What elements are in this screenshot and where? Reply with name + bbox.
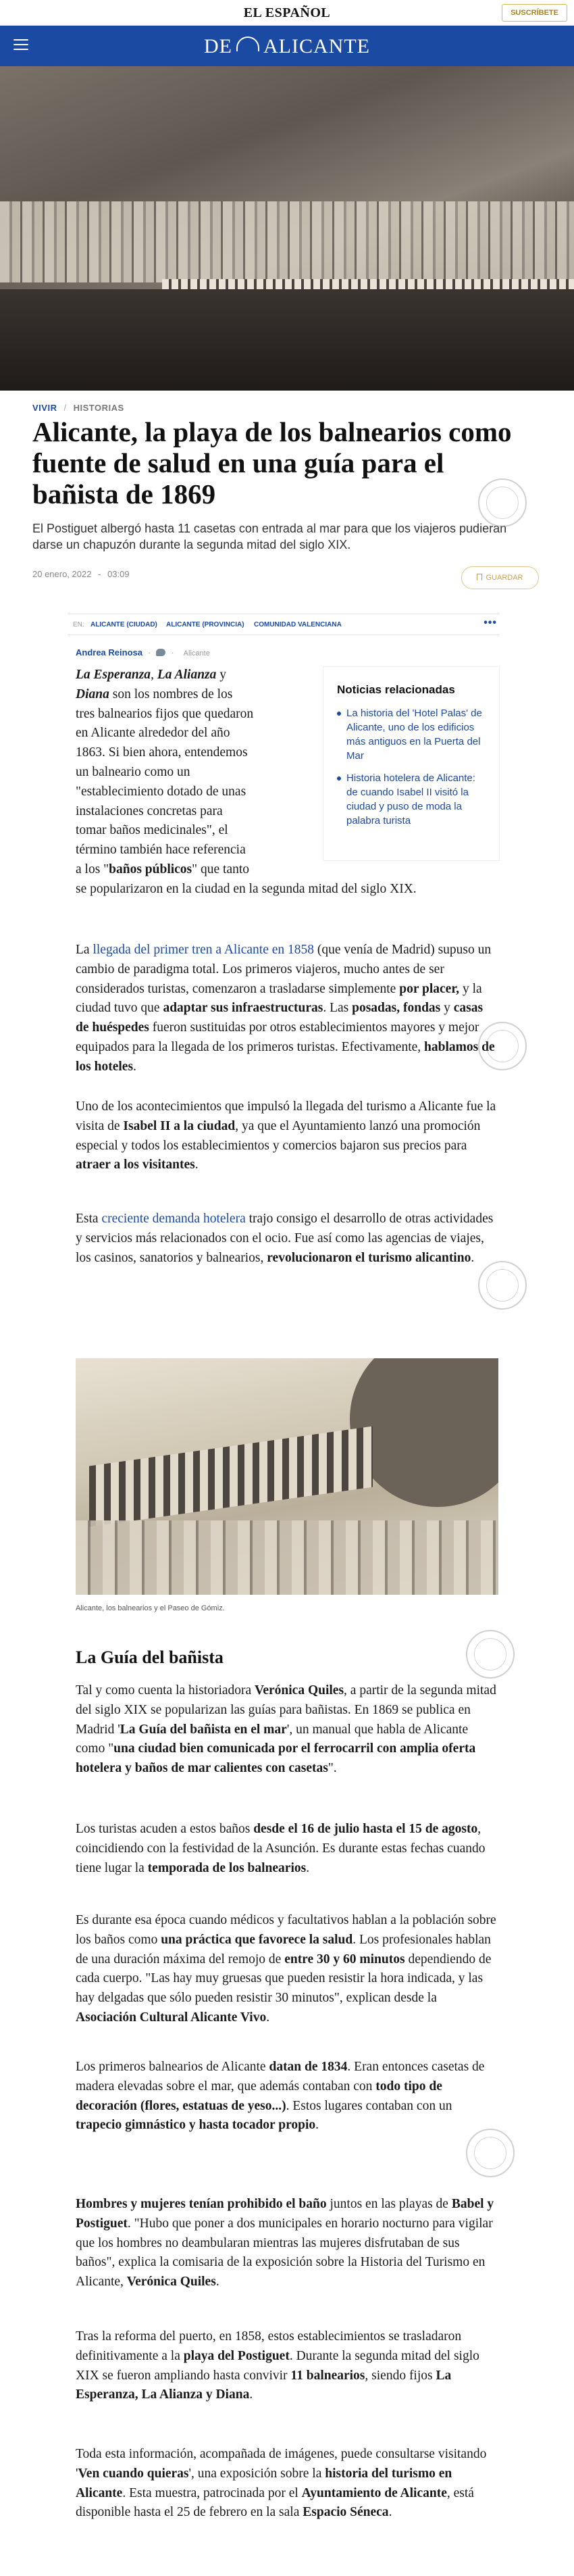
paragraph-5: Tal y como cuenta la historiadora Verónica Quiles, a partir de la segunda mitad del siglo XIX se popularizan las guías para bañistas. En 1869 se publica en Madrid 'La Guía del bañista en el mar', un manual que habla de Alicante como "una ciudad bien comunicada por el ferrocarril con amplia oferta hotelera y baños de mar calientes con casetas". (76, 1683, 496, 1776)
headline: Alicante, la playa de los balnearios como fuente de salud en una guía para el bañista de 1869 (32, 416, 512, 510)
related-news-title: Noticias relacionadas (337, 683, 455, 696)
subheadline: El Postiguet albergó hasta 11 casetas con entrada al mar para que los viajeros pudieran darse un chapuzón durante la segunda mitad del siglo XIX. (32, 522, 507, 551)
de-alicante-logo[interactable] (0, 35, 574, 58)
balnearios-photo (76, 1358, 498, 1595)
twitter-icon[interactable] (156, 649, 165, 656)
related-news-item[interactable]: La historia del 'Hotel Palas' de Alicante, uno de los edificios más antiguos en la Puerta del Mar (337, 706, 487, 763)
section-title: La Guía del bañista (76, 1648, 224, 1667)
tags-prefix: EN: (73, 621, 84, 628)
breadcrumb: VIVIR / HISTORIAS (32, 403, 124, 413)
section-bar (0, 26, 574, 66)
brand-logo: EL ESPAÑOL (243, 5, 331, 20)
save-label: GUARDAR (486, 574, 523, 582)
bookmark-icon (477, 574, 482, 580)
breadcrumb-subsection[interactable]: HISTORIAS (73, 403, 124, 413)
watermark-seal (478, 1022, 527, 1070)
paragraph-2: La llegada del primer tren a Alicante en 1858 (que venía de Madrid) supuso un cambio de paradigma total. Los primeros viajeros, mucho antes de ser considerados turistas, comenzaron a trasladarse simplemente por placer, y la ciudad tuvo que adaptar sus infraestructuras. Las posadas, fondas y casas de huéspedes fueron sustituidas por otros establecimientos mayores y mejor equipados para la llegada de los primeros turistas. Efectivamente, hablamos de los hoteles. (76, 943, 495, 1074)
watermark-seal (466, 1630, 515, 1679)
paragraph-4: Esta creciente demanda hotelera trajo consigo el desarrollo de otras actividades y servicios más relacionados con el ocio. Fue así como las agencias de viajes, los casinos, sanatorios y balnearios, revolucionaron el turismo alicantino. (76, 1212, 494, 1265)
dateline: 20 enero, 2022 - 03:09 (32, 569, 130, 579)
paragraph-7: Es durante esa época cuando médicos y facultativos hablan a la población sobre los baños como una práctica que favorece la salud. Los profesionales hablan de una duración máxima del remojo de entre 30 y 60 minutos dependiendo de cada cuerpo. "Las hay muy gruesas que pueden resistir la hora indicada, y las hay delgadas que sólo pueden resistir 30 minutos", explican desde la Asociación Cultural Alicante Vivo. (76, 1913, 496, 2025)
link-first-train[interactable]: llegada del primer tren a Alicante en 1858 (93, 943, 315, 957)
paragraph-10: Tras la reforma del puerto, en 1858, estos establecimientos se trasladaron definitivamente a la playa del Postiguet. Durante la segunda mitad del siglo XIX se fueron ampliando hasta convivir 11 balnearios, siendo fijos La Esperanza, La Alianza y Diana. (76, 2329, 479, 2402)
paragraph-11: Toda esta información, acompañada de imágenes, puede consultarse visitando 'Ven cuando quieras', una exposición sobre la historia del turismo en Alicante. Esta muestra, patrocinada por el Ayuntamiento de Alicante, está disponible hasta el 25 de febrero en la sala Espacio Séneca. (76, 2447, 487, 2520)
paragraph-9: Hombres y mujeres tenían prohibido el baño juntos en las playas de Babel y Postiguet. "Hubo que poner a dos municipales en horario nocturno para vigilar que los hombres no deambularan mientras las mujeres disfrutaban de sus baños", explica la comisaria de la exposición sobre la Historia del Turismo en Alicante, Verónica Quiles. (76, 2197, 494, 2289)
photo-caption: Alicante, los balnearios y el Paseo de Gómiz. (76, 1604, 225, 1612)
top-bar (0, 0, 574, 26)
tag-alicante-provincia[interactable]: ALICANTE (PROVINCIA) (166, 621, 244, 628)
tag-comunidad-valenciana[interactable]: COMUNIDAD VALENCIANA (254, 621, 342, 628)
more-options-icon[interactable]: ••• (484, 617, 497, 628)
related-news-item[interactable]: Historia hotelera de Alicante: de cuando Isabel II visitó la ciudad y puso de moda la palabra turista (337, 771, 487, 828)
breadcrumb-section[interactable]: VIVIR (32, 403, 57, 413)
paragraph-1: La Esperanza, La Alianza y Diana son los nombres de los tres balnearios fijos que quedaron en Alicante alrededor del año 1863. Si bien ahora, entendemos un balneario como un "establecimiento dotado de unas instalaciones concretas para tomar baños medicinales", el término también hace referencia a los "baños públicos" que tanto se popularizaron en la ciudad en la segunda mitad del siglo XIX. (76, 668, 417, 896)
arch-icon (236, 36, 259, 51)
publish-time: 03:09 (107, 569, 130, 579)
hero-image (0, 66, 574, 391)
link-hotel-demand[interactable]: creciente demanda hotelera (101, 1212, 246, 1226)
watermark-seal (478, 1261, 527, 1310)
section-logo-left: DE (204, 35, 232, 57)
el-espanol-logo[interactable] (0, 5, 574, 21)
paragraph-3: Uno de los acontecimientos que impulsó la llegada del turismo a Alicante fue la visita de Isabel II a la ciudad, ya que el Ayuntamiento lanzó una promoción especial y todos los establecimientos y comercios bajaron sus precios para atraer a los visitantes. (76, 1099, 496, 1172)
author-name[interactable]: Andrea Reinosa (76, 647, 142, 658)
paragraph-8: Los primeros balnearios de Alicante datan de 1834. Eran entonces casetas de madera elevadas sobre el mar, que además contaban con todo tipo de decoración (flores, estatuas de yeso...). Estos lugares contaban con un trapecio gimnástico y hasta tocador propio. (76, 2060, 485, 2133)
author-row: Andrea Reinosa · · Alicante (76, 647, 210, 658)
tags-row (68, 614, 500, 635)
watermark-seal (466, 2129, 515, 2177)
publish-date: 20 enero, 2022 (32, 569, 92, 579)
watermark-seal (478, 478, 527, 527)
section-logo-right: ALICANTE (263, 35, 370, 57)
location: Alicante (183, 649, 210, 658)
tag-alicante-ciudad[interactable]: ALICANTE (CIUDAD) (90, 621, 157, 628)
paragraph-6: Los turistas acuden a estos baños desde el 16 de julio hasta el 15 de agosto, coincidiendo con la festividad de la Asunción. Es durante estas fechas cuando tiene lugar la temporada de los balnearios. (76, 1822, 486, 1875)
save-button[interactable] (461, 566, 539, 589)
subscribe-button[interactable]: SUSCRÍBETE (502, 4, 567, 22)
